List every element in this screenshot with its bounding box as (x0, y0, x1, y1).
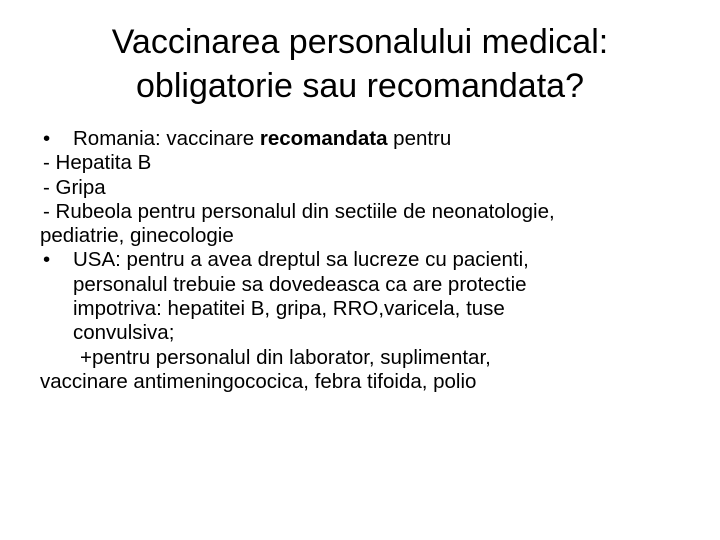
bullet-marker: • (43, 248, 51, 272)
bullet-marker: • (43, 127, 51, 150)
slide-title (40, 20, 680, 108)
laborator-line: +pentru personalul din laborator, suplimentar, (80, 345, 491, 369)
sub-item-gripa: - Gripa (43, 175, 106, 199)
vaccinare-line: vaccinare antimeningococica, febra tifoida, polio (40, 369, 477, 393)
usa-text-line-4: convulsiva; (73, 321, 175, 345)
romania-text: Romania: vaccinare (73, 127, 260, 150)
bullet-usa (40, 248, 710, 272)
title-line-1: Vaccinarea personalului medical: (111, 23, 609, 61)
usa-text-line-3: impotriva: hepatitei B, gripa, RRO,varicela, tuse (73, 297, 505, 321)
slide-body (40, 127, 710, 394)
sub-item-rubeola-cont: pediatrie, ginecologie (40, 224, 234, 248)
usa-text-line-2: personalul trebuie sa dovedeasca ca are protectie (73, 272, 527, 296)
sub-item-rubeola: - Rubeola pentru personalul din sectiile de neonatologie, (43, 199, 555, 223)
romania-bold-text: recomandata (259, 127, 388, 150)
romania-suffix: pentru (387, 127, 452, 150)
sub-item-hepatita: - Hepatita B (43, 151, 152, 175)
usa-text-line-1: USA: pentru a avea dreptul sa lucreze cu pacienti, (73, 248, 529, 272)
title-line-2: obligatorie sau recomandata? (136, 67, 584, 105)
bullet-romania (40, 127, 710, 151)
